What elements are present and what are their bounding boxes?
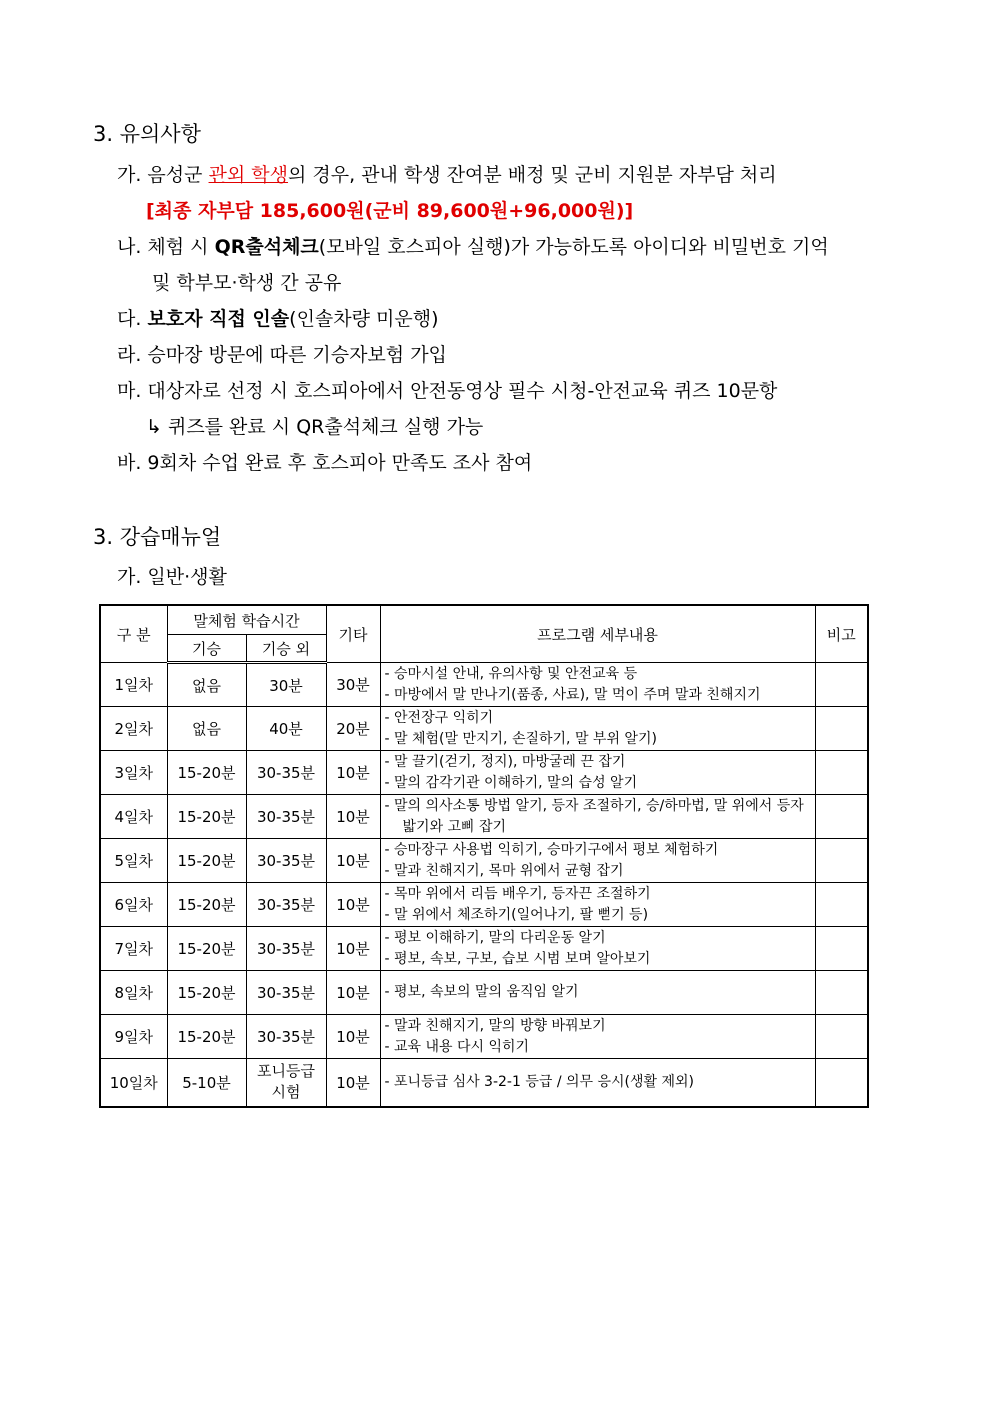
cell-non-riding: 30분 (246, 663, 326, 707)
cell-etc: 20분 (326, 707, 380, 751)
cell-remarks (815, 927, 868, 971)
cell-etc: 10분 (326, 883, 380, 927)
cell-day: 1일차 (100, 663, 167, 707)
cell-non-riding: 30-35분 (246, 927, 326, 971)
note-item-na (117, 232, 829, 259)
cell-riding: 15-20분 (167, 795, 246, 839)
table-row (100, 1059, 868, 1107)
cell-program (380, 971, 815, 1015)
program-line: - 포니등급 심사 3-2-1 등급 / 의무 응시(생활 제외) (384, 1073, 695, 1090)
note-ma-line2: ↳ 퀴즈를 완료 시 QR출석체크 실행 가능 (146, 416, 484, 438)
header-etc: 기타 (326, 605, 380, 663)
manual-subheading: 가. 일반·생활 (117, 566, 227, 588)
program-line: - 평보 이해하기, 말의 다리운동 알기 (384, 929, 606, 946)
cell-non-riding: 30-35분 (246, 795, 326, 839)
cell-remarks (815, 1059, 868, 1107)
header-riding: 기승 (167, 635, 246, 663)
cell-etc: 10분 (326, 795, 380, 839)
lesson-schedule-table (99, 604, 869, 1108)
cell-non-riding: 30-35분 (246, 839, 326, 883)
note-da-prefix: 다. (117, 308, 148, 330)
cell-etc: 30분 (326, 663, 380, 707)
header-division: 구 분 (100, 605, 167, 663)
cell-program (380, 707, 815, 751)
note-na-line2: 및 학부모·학생 간 공유 (152, 272, 342, 294)
cell-program (380, 883, 815, 927)
note-ga-prefix: 가. 음성군 (117, 164, 209, 186)
cell-riding: 15-20분 (167, 883, 246, 927)
cell-remarks (815, 663, 868, 707)
cell-etc: 10분 (326, 971, 380, 1015)
note-ga-cost: [최종 자부담 185,600원(군비 89,600원+96,000원)] (146, 200, 634, 222)
table-row (100, 707, 868, 751)
table-row (100, 1015, 868, 1059)
cell-day: 2일차 (100, 707, 167, 751)
program-line: 밟기와 고삐 잡기 (402, 818, 507, 835)
note-da-bold: 보호자 직접 인솔 (147, 308, 290, 330)
cell-non-riding: 30-35분 (246, 971, 326, 1015)
table-row (100, 839, 868, 883)
manual-heading: 3. 강습매뉴얼 (93, 525, 222, 549)
cell-day: 6일차 (100, 883, 167, 927)
table-row (100, 883, 868, 927)
cell-etc: 10분 (326, 839, 380, 883)
cell-riding: 없음 (167, 663, 246, 707)
cell-etc: 10분 (326, 927, 380, 971)
program-line: - 말의 감각기관 이해하기, 말의 습성 알기 (384, 774, 638, 791)
program-line: - 말과 친해지기, 말의 방향 바꿔보기 (384, 1017, 606, 1034)
schedule-body (100, 663, 868, 1107)
cell-day: 7일차 (100, 927, 167, 971)
cell-program (380, 839, 815, 883)
note-item-ba: 바. 9회차 수업 완료 후 호스피아 만족도 조사 참여 (117, 452, 533, 474)
program-line: - 목마 위에서 리듬 배우기, 등자끈 조절하기 (384, 885, 651, 902)
cell-day: 3일차 (100, 751, 167, 795)
header-study-time: 말체험 학습시간 (167, 605, 326, 635)
note-na-prefix: 나. 체험 시 (117, 236, 215, 258)
cell-remarks (815, 707, 868, 751)
cell-remarks (815, 1015, 868, 1059)
cell-program (380, 663, 815, 707)
note-ga-suffix: 의 경우, 관내 학생 잔여분 배정 및 군비 지원분 자부담 처리 (288, 164, 777, 186)
cell-etc: 10분 (326, 1059, 380, 1107)
program-line: - 말 체험(말 만지기, 손질하기, 말 부위 알기) (384, 730, 657, 747)
cell-remarks (815, 751, 868, 795)
cell-program (380, 1015, 815, 1059)
program-line: - 평보, 속보, 구보, 습보 시범 보며 알아보기 (384, 950, 651, 967)
cell-program (380, 795, 815, 839)
cell-non-riding: 30-35분 (246, 883, 326, 927)
cell-program (380, 927, 815, 971)
cell-non-riding: 포니등급 시험 (246, 1059, 326, 1107)
cell-day: 4일차 (100, 795, 167, 839)
program-line: - 평보, 속보의 말의 움직임 알기 (384, 984, 579, 1000)
note-item-ga (117, 160, 777, 187)
program-line: - 교육 내용 다시 익히기 (384, 1038, 530, 1055)
program-line: - 승마장구 사용법 익히기, 승마기구에서 평보 체험하기 (384, 841, 719, 858)
program-line: - 승마시설 안내, 유의사항 및 안전교육 등 (384, 665, 638, 682)
cell-riding: 없음 (167, 707, 246, 751)
cell-program (380, 751, 815, 795)
program-line: - 마방에서 말 만나기(품종, 사료), 말 먹이 주며 말과 친해지기 (384, 686, 761, 703)
cell-day: 5일차 (100, 839, 167, 883)
cell-day: 8일차 (100, 971, 167, 1015)
note-item-ra: 라. 승마장 방문에 따른 기승자보험 가입 (117, 344, 447, 366)
cell-program (380, 1059, 815, 1107)
cell-remarks (815, 839, 868, 883)
table-row (100, 751, 868, 795)
note-item-ma: 마. 대상자로 선정 시 호스피아에서 안전동영상 필수 시청-안전교육 퀴즈 10문항 (117, 380, 778, 402)
table-row (100, 795, 868, 839)
table-row (100, 927, 868, 971)
cell-riding: 15-20분 (167, 927, 246, 971)
cell-remarks (815, 883, 868, 927)
cell-riding: 15-20분 (167, 751, 246, 795)
program-line: - 말 끌기(걷기, 정지), 마방굴레 끈 잡기 (384, 753, 626, 770)
cell-non-riding: 40분 (246, 707, 326, 751)
note-ga-highlight: 관외 학생 (208, 164, 289, 186)
note-na-bold: QR출석체크 (214, 236, 319, 258)
cell-riding: 5-10분 (167, 1059, 246, 1107)
cell-day: 9일차 (100, 1015, 167, 1059)
note-na-suffix: (모바일 호스피아 실행)가 가능하도록 아이디와 비밀번호 기억 (318, 236, 829, 258)
cell-remarks (815, 795, 868, 839)
cell-remarks (815, 971, 868, 1015)
cell-etc: 10분 (326, 751, 380, 795)
header-program: 프로그램 세부내용 (380, 605, 815, 663)
table-row (100, 663, 868, 707)
notes-heading: 3. 유의사항 (93, 122, 201, 146)
cell-riding: 15-20분 (167, 1015, 246, 1059)
cell-riding: 15-20분 (167, 839, 246, 883)
header-non-riding: 기승 외 (246, 635, 326, 663)
cell-day: 10일차 (100, 1059, 167, 1107)
cell-non-riding: 30-35분 (246, 751, 326, 795)
cell-etc: 10분 (326, 1015, 380, 1059)
program-line: - 말의 의사소통 방법 알기, 등자 조절하기, 승/하마법, 말 위에서 등자 (384, 797, 804, 814)
cell-riding: 15-20분 (167, 971, 246, 1015)
note-da-suffix: (인솔차량 미운행) (289, 308, 439, 330)
header-remarks: 비고 (815, 605, 868, 663)
program-line: - 말 위에서 체조하기(일어나기, 팔 뻗기 등) (384, 906, 649, 923)
program-line: - 말과 친해지기, 목마 위에서 균형 잡기 (384, 862, 624, 879)
note-item-da (117, 304, 439, 331)
cell-non-riding: 30-35분 (246, 1015, 326, 1059)
program-line: - 안전장구 익히기 (384, 709, 494, 726)
table-row (100, 971, 868, 1015)
